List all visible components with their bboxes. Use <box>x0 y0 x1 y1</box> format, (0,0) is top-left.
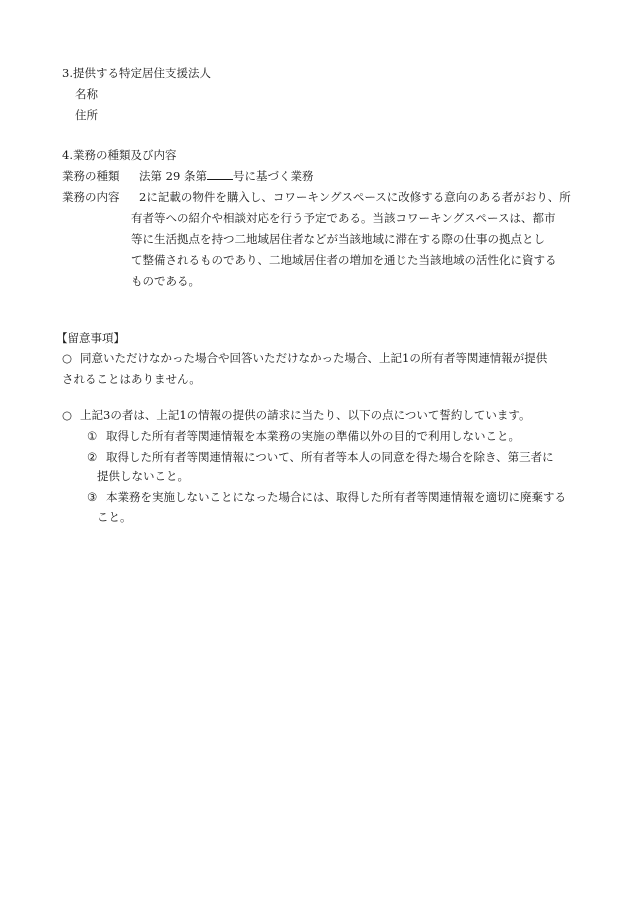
business-content-line: ものである。 <box>131 274 200 288</box>
notes-heading: 【留意事項】 <box>56 331 125 345</box>
subitem2-line: 取得した所有者等関連情報について、所有者等本人の同意を得た場合を除き、第三者に <box>106 450 554 464</box>
business-type-value <box>139 166 313 187</box>
business-content-line: 等に生活拠点を持つ二地域居住者などが当該地域に滞在する際の仕事の拠点とし <box>131 232 545 246</box>
subitem2-mark: ② <box>87 450 98 464</box>
note2-line: 上記3の者は、上記1の情報の提供の請求に当たり、以下の点について誓約しています。 <box>80 408 531 422</box>
business-content-label: 業務の内容 <box>62 190 120 204</box>
section4-heading: 4.業務の種類及び内容 <box>62 148 177 162</box>
subitem2-line: 提供しないこと。 <box>97 469 189 483</box>
note1-line: 同意いただけなかった場合や回答いただけなかった場合、上記1の所有者等関連情報が提供 <box>80 351 548 365</box>
section3-heading: 3.提供する特定居住支援法人 <box>62 66 211 80</box>
business-type-suffix: 号に基づく業務 <box>232 169 314 183</box>
article-number-blank <box>207 167 233 180</box>
note1-bullet: ○ <box>62 351 73 365</box>
note2-bullet: ○ <box>62 408 73 422</box>
subitem3-line: 本業務を実施しないことになった場合には、取得した所有者等関連情報を適切に廃棄する <box>106 490 566 504</box>
section3-name-label: 名称 <box>75 87 98 101</box>
subitem1-line: 取得した所有者等関連情報を本業務の実施の準備以外の目的で利用しないこと。 <box>106 429 520 443</box>
subitem3-line: こと。 <box>97 510 132 524</box>
business-content-line: 有者等への紹介や相談対応を行う予定である。当該コワーキングスペースは、都市 <box>131 211 556 225</box>
business-type-label: 業務の種類 <box>62 169 120 183</box>
subitem1-mark: ① <box>87 429 98 443</box>
subitem3-mark: ③ <box>87 490 98 504</box>
section3-address-label: 住所 <box>75 108 98 122</box>
business-type-prefix: 法第 29 条第 <box>139 169 207 183</box>
business-content-line: 2に記載の物件を購入し、コワーキングスペースに改修する意向のある者がおり、所 <box>139 190 571 204</box>
business-content-line: て整備されるものであり、二地域居住者の増加を通じた当該地域の活性化に資する <box>131 253 557 267</box>
note1-line: されることはありません。 <box>62 372 201 386</box>
